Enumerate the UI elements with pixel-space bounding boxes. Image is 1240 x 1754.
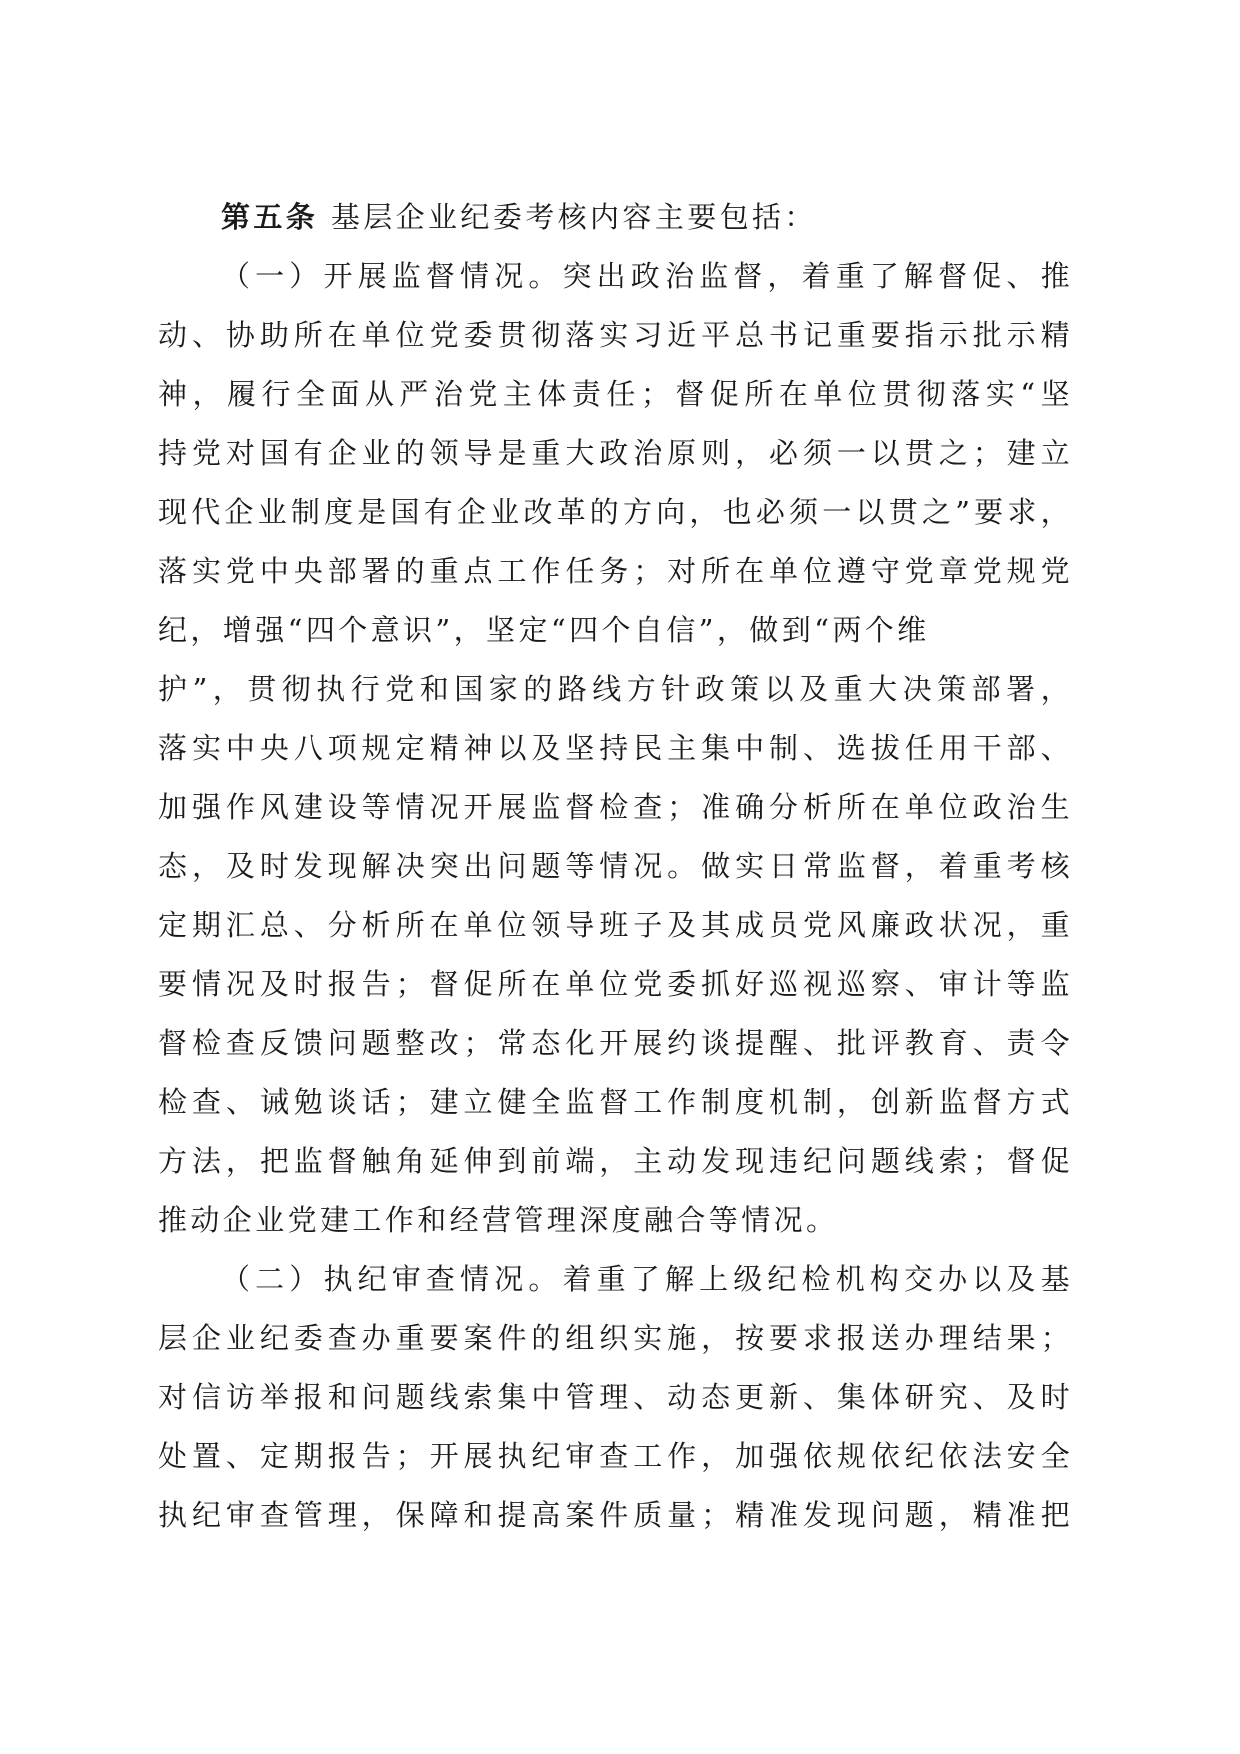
paragraph-line: 持党对国有企业的领导是重大政治原则，必须一以贯之；建立 [158,436,1073,470]
paragraph-line: 检查、诫勉谈话；建立健全监督工作制度机制，创新监督方式 [158,1085,1073,1119]
paragraph-line: 对信访举报和问题线索集中管理、动态更新、集体研究、及时 [158,1380,1073,1414]
paragraph-line: 纪，增强“四个意识”，坚定“四个自信”，做到“两个维 [158,613,930,647]
paragraph-line: 层企业纪委查办重要案件的组织实施，按要求报送办理结果； [158,1321,1073,1355]
paragraph-line: 动、协助所在单位党委贯彻落实习近平总书记重要指示批示精 [158,318,1073,352]
paragraph-line: 加强作风建设等情况开展监督检查；准确分析所在单位政治生 [158,790,1073,824]
paragraph-line: 落实中央八项规定精神以及坚持民主集中制、选拔任用干部、 [158,731,1073,765]
paragraph-line: 推动企业党建工作和经营管理深度融合等情况。 [158,1203,839,1237]
paragraph-line: 方法，把监督触角延伸到前端，主动发现违纪问题线索；督促 [158,1144,1073,1178]
paragraph-line: 定期汇总、分析所在单位领导班子及其成员党风廉政状况，重 [158,908,1073,942]
paragraph-line: 执纪审查管理，保障和提高案件质量；精准发现问题，精准把 [158,1498,1073,1532]
article-label: 第五条 [221,200,319,234]
paragraph-line: 督检查反馈问题整改；常态化开展约谈提醒、批评教育、责令 [158,1026,1073,1060]
paragraph-line: 落实党中央部署的重点工作任务；对所在单位遵守党章党规党 [158,554,1073,588]
paragraph-line: （一）开展监督情况。突出政治监督，着重了解督促、推 [221,259,1073,293]
paragraph-line: 神，履行全面从严治党主体责任；督促所在单位贯彻落实“坚 [158,377,1073,411]
document-body [158,188,1073,1545]
article-heading [158,188,1073,247]
paragraph-line: （二）执纪审查情况。着重了解上级纪检机构交办以及基 [221,1262,1073,1296]
paragraph-line: 要情况及时报告；督促所在单位党委抓好巡视巡察、审计等监 [158,967,1073,1001]
paragraph-line: 护”，贯彻执行党和国家的路线方针政策以及重大决策部署， [158,672,1073,706]
article-heading-text: 基层企业纪委考核内容主要包括： [330,200,817,234]
paragraph-line: 态，及时发现解决突出问题等情况。做实日常监督，着重考核 [158,849,1073,883]
paragraph-line: 处置、定期报告；开展执纪审查工作，加强依规依纪依法安全 [158,1439,1073,1473]
paragraph-line: 现代企业制度是国有企业改革的方向，也必须一以贯之”要求， [158,495,1073,529]
